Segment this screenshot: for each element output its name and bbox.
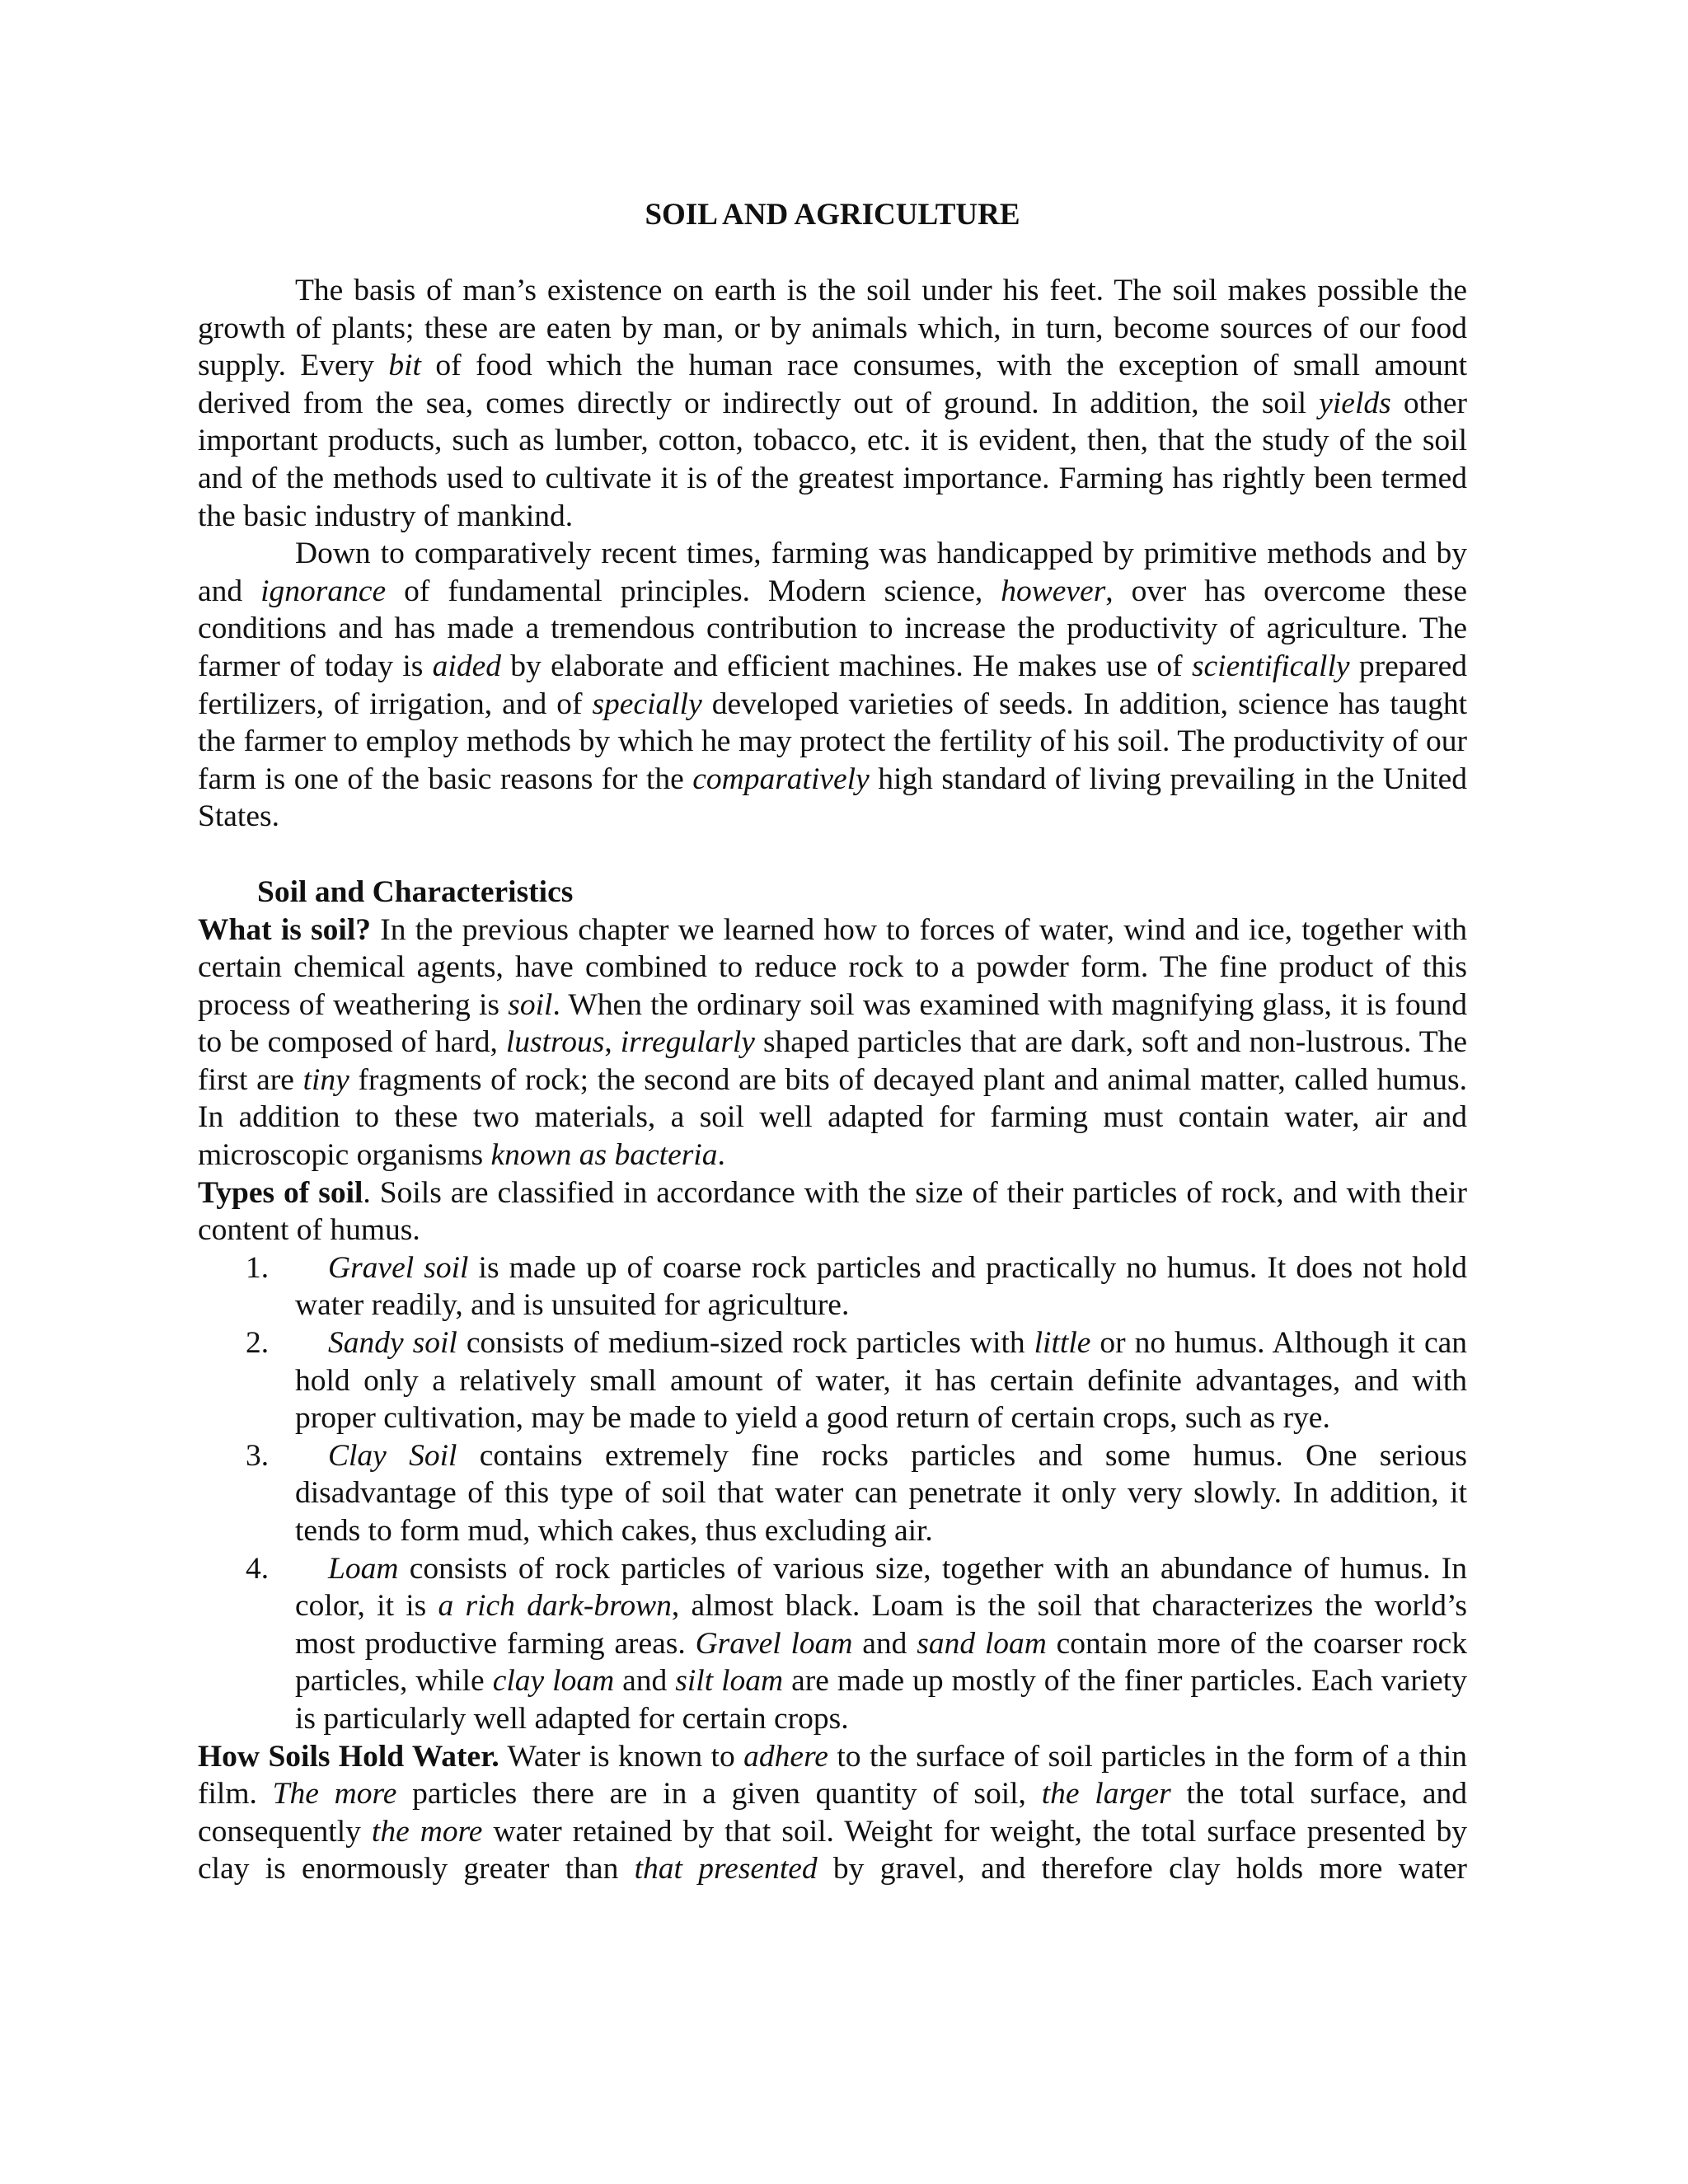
text-run: is made up of coarse rock particles and practically no humus. It does not hold water readily, and is unsuited for agriculture. xyxy=(295,1250,1467,1323)
emphasis-text: Gravel loam xyxy=(695,1626,853,1661)
text-run: particles there are in a given quantity of soil, xyxy=(396,1777,1042,1811)
list-item xyxy=(198,1550,1467,1738)
list-item xyxy=(198,1437,1467,1550)
text-run: The basis of man’s existence on earth is the soil under his feet. The soil makes possible the growth of plants; these are eaten by man, or by animals which, in turn, become sources of our food supply. Every xyxy=(198,274,1467,383)
text-run: Water is known to xyxy=(499,1739,744,1774)
emphasis-text: silt loam xyxy=(675,1664,784,1699)
text-run: are made up mostly of the finer particles. Each variety is particularly well adapted for certain crops. xyxy=(295,1664,1467,1736)
list-item xyxy=(198,1324,1467,1437)
emphasis-text: lustrous xyxy=(505,1025,605,1060)
emphasis-text: known as bacteria xyxy=(490,1138,718,1173)
emphasis-text: tiny xyxy=(302,1062,349,1097)
list-item-text xyxy=(295,1326,1467,1435)
text-run: fragments of rock; the second are bits of decayed plant and animal matter, called humus. In addition to these two materials, a soil well adapted for farming must contain water, air and microscopic organisms xyxy=(198,1062,1468,1173)
text-run: consists of rock particles of various size, together with an abundance of humus. In color, it is xyxy=(295,1551,1467,1624)
how-soils-hold-water-paragraph xyxy=(198,1738,1467,1888)
run-in-heading: What is soil? xyxy=(198,912,372,947)
text-run: , over has overcome these conditions and has made a tremendous contribution to increase the productivity of agriculture. The farmer of today is xyxy=(198,574,1467,683)
text-run: by gravel, and therefore clay holds more water xyxy=(817,1852,1468,1886)
emphasis-text: Clay Soil xyxy=(328,1438,457,1473)
text-run: , almost black. Loam is the soil that characterizes the world’s most productive farming areas. xyxy=(295,1589,1467,1661)
emphasis-text: bit xyxy=(388,349,421,383)
emphasis-text: ignorance xyxy=(260,574,387,608)
run-in-heading: Types of soil xyxy=(198,1175,363,1210)
text-run: contains extremely fine rocks particles and some humus. One serious disadvantage of this type of soil that water can penetrate it only very slowly. In addition, it tends to form mud, which cakes, thus excluding air. xyxy=(295,1438,1467,1548)
text-run: Down to comparatively recent times, farming was handicapped by primitive methods and by and xyxy=(198,537,1467,608)
intro-paragraph-1 xyxy=(198,272,1467,535)
text-run: by elaborate and efficient machines. He makes use of xyxy=(500,649,1192,683)
list-item xyxy=(198,1249,1467,1324)
list-item-number: 1. xyxy=(246,1250,270,1285)
run-in-heading: How Soils Hold Water. xyxy=(198,1739,499,1774)
intro-paragraph-2 xyxy=(198,535,1467,836)
document-page xyxy=(198,196,1467,1888)
emphasis-text: irregularly xyxy=(620,1025,755,1060)
emphasis-text: a rich dark-brown xyxy=(438,1589,672,1624)
text-run: other important products, such as lumber, cotton, tobacco, etc. it is evident, then, that the study of the soil and of the methods used to cultivate it is of the greatest importance. Farming has rightly been termed the basic industry of mankind. xyxy=(198,386,1467,533)
emphasis-text: comparatively xyxy=(692,762,870,796)
text-run: and xyxy=(614,1664,676,1699)
emphasis-text: little xyxy=(1034,1326,1091,1361)
text-run: to the surface of soil particles in the form of a thin film. xyxy=(198,1739,1467,1811)
text-run: consists of medium-sized rock particles with xyxy=(457,1326,1034,1361)
emphasis-text: yields xyxy=(1319,386,1391,420)
text-run: high standard of living prevailing in the United States. xyxy=(198,762,1467,834)
text-run: prepared fertilizers, of irrigation, and of xyxy=(198,649,1467,721)
emphasis-text: that presented xyxy=(634,1852,818,1886)
text-run: of food which the human race consumes, with the exception of small amount derived from the sea, comes directly or indirectly out of ground. In addition, the soil xyxy=(198,349,1467,420)
soil-types-list xyxy=(198,1249,1467,1738)
text-run: and xyxy=(852,1626,917,1661)
list-item-number: 4. xyxy=(246,1551,270,1586)
emphasis-text: the larger xyxy=(1041,1777,1171,1811)
emphasis-text: Gravel soil xyxy=(328,1250,469,1285)
emphasis-text: adhere xyxy=(743,1739,828,1774)
types-of-soil-paragraph xyxy=(198,1174,1467,1249)
list-item-text xyxy=(295,1552,1467,1736)
text-run: water retained by that soil. Weight for weight, the total surface presented by clay is enormously greater than xyxy=(198,1814,1467,1886)
text-run: developed varieties of seeds. In addition, science has taught the farmer to employ methods by which he may protect the fertility of his soil. The productivity of our farm is one of the basic reasons for the xyxy=(198,687,1467,796)
emphasis-text: specially xyxy=(592,687,702,721)
section-heading: Soil and Characteristics xyxy=(257,874,574,909)
list-item-text xyxy=(295,1439,1467,1548)
text-run: of fundamental principles. Modern science, xyxy=(386,574,1001,608)
list-item-number: 2. xyxy=(246,1326,270,1361)
text-run: or no humus. Although it can hold only a relatively small amount of water, it has certain definite advantages, and with proper cultivation, may be made to yield a good return of certain crops, such as rye. xyxy=(295,1326,1468,1436)
text-run: the total surface, and consequently xyxy=(198,1777,1468,1849)
emphasis-text: The more xyxy=(272,1777,397,1811)
emphasis-text: sand loam xyxy=(917,1626,1047,1661)
document-title: SOIL AND AGRICULTURE xyxy=(645,198,1020,232)
emphasis-text: however xyxy=(1001,574,1106,608)
text-run: . When the ordinary soil was examined with magnifying glass, it is found to be composed of hard, xyxy=(198,987,1467,1060)
list-item-text xyxy=(295,1251,1467,1323)
emphasis-text: scientifically xyxy=(1191,649,1350,683)
text-run: . xyxy=(717,1138,725,1173)
what-is-soil-paragraph xyxy=(198,912,1467,1174)
text-run: contain more of the coarser rock particles, while xyxy=(295,1626,1467,1699)
text-run: In the previous chapter we learned how to forces of water, wind and ice, together with certain chemical agents, have combined to reduce rock to a powder form. The fine product of this process of weathering is xyxy=(198,912,1467,1022)
emphasis-text: the more xyxy=(371,1814,483,1849)
emphasis-text: aided xyxy=(432,649,501,683)
text-run: shaped particles that are dark, soft and non-lustrous. The first are xyxy=(198,1025,1468,1097)
emphasis-text: Sandy soil xyxy=(328,1326,457,1361)
emphasis-text: clay loam xyxy=(492,1664,615,1699)
text-run: . Soils are classified in accordance with the size of their particles of rock, and with their content of humus. xyxy=(198,1175,1467,1248)
emphasis-text: Loam xyxy=(328,1551,399,1586)
emphasis-text: soil xyxy=(508,987,553,1022)
list-item-number: 3. xyxy=(246,1438,270,1473)
text-run: , xyxy=(604,1025,621,1060)
